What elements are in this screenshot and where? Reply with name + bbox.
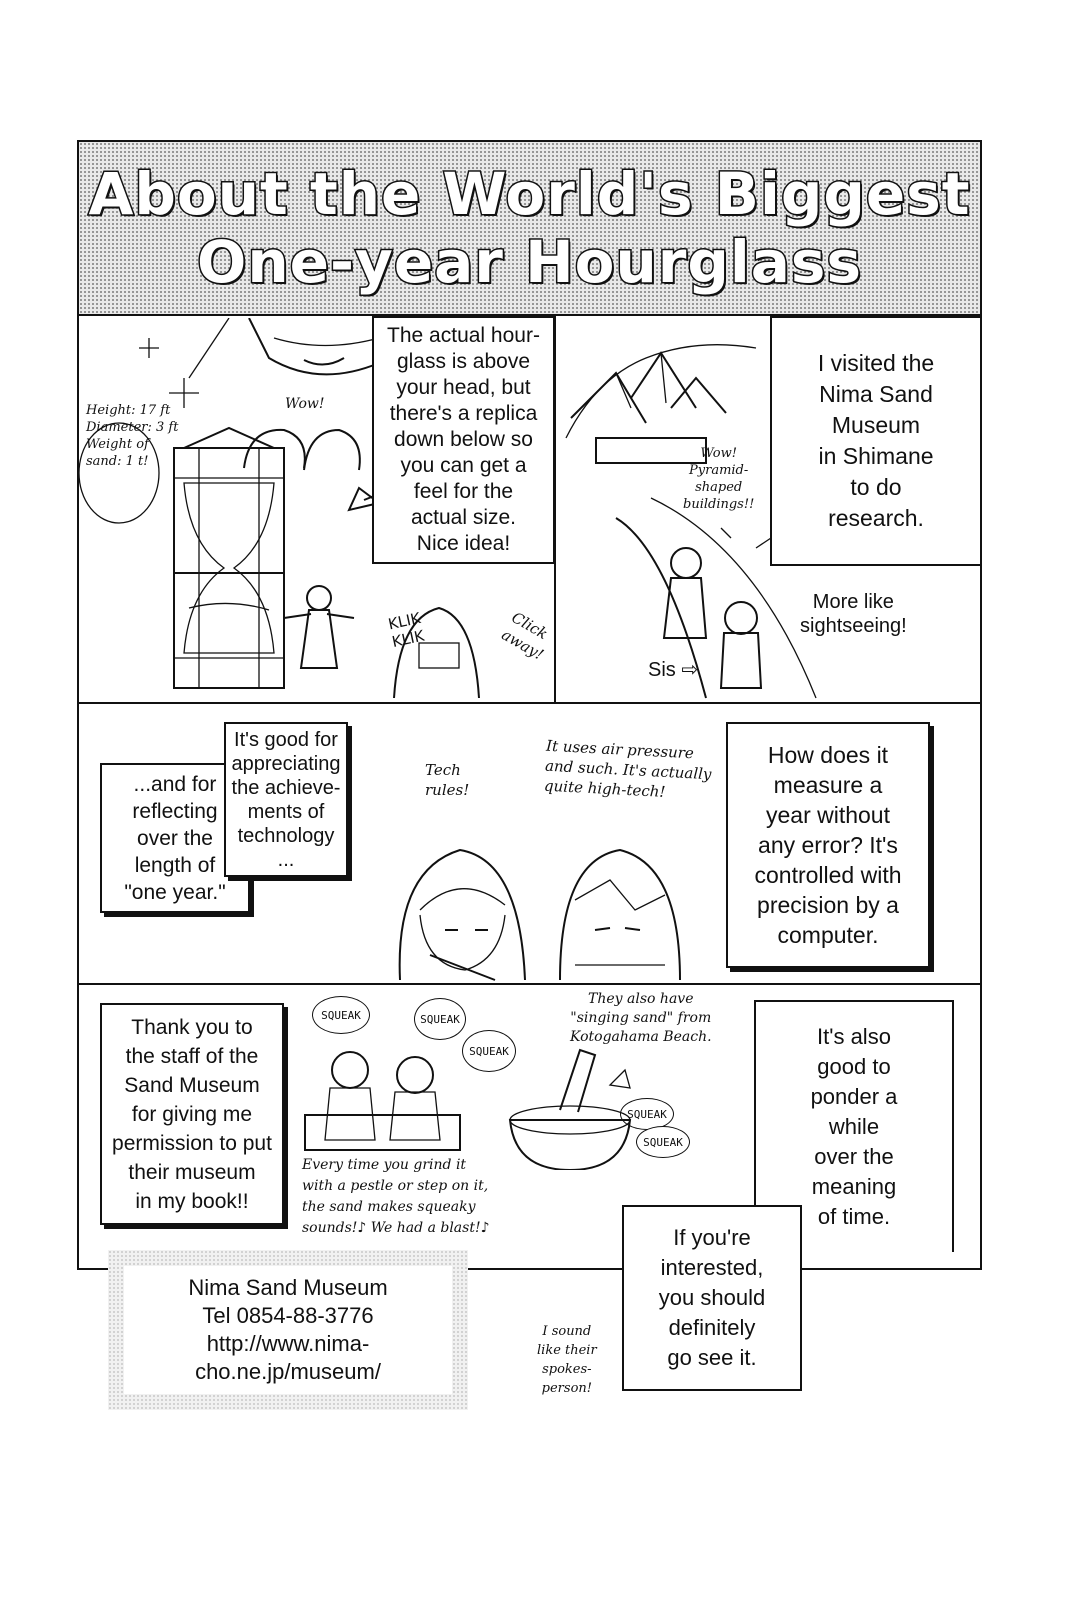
thanks-box [100, 1003, 284, 1225]
click-away-text: Click away! [498, 608, 551, 664]
singing-sand-art [290, 1040, 730, 1170]
title-line-2: One-year Hourglass [197, 228, 862, 296]
hourglass-specs: Height: 17 ft Diameter: 3 ft Weight of sand: 1 t! [86, 403, 179, 469]
air-pressure-text: It uses air pressure and such. It's actually quite high-tech! [543, 736, 712, 801]
panel2-caption-text: I visited the Nima Sand Museum in Shimane to do research. [817, 350, 935, 531]
tech-rules-text: Tech rules! [425, 761, 470, 799]
singing-sand-text: They also have "singing sand" from Kotogahama Beach. [570, 991, 712, 1045]
panel-divider-1 [77, 702, 982, 704]
interested-text: If you're interested, you should definitely go see it. [658, 1225, 766, 1370]
museum-name: Nima Sand Museum [188, 1275, 388, 1300]
contact-card [108, 1250, 468, 1410]
interested-box [622, 1205, 802, 1391]
spokesperson-text: I sound like their spokes- person! [537, 1324, 597, 1396]
squeak-text-5: SQUEAK [643, 1135, 683, 1149]
klik-sfx: KLIK KLIK [386, 609, 426, 651]
museum-url-line-1[interactable]: http://www.nima- [206, 1331, 370, 1356]
appreciating-box [224, 722, 348, 877]
squeak-bubble-2 [414, 998, 466, 1040]
panel2-caption [770, 316, 982, 566]
squeak-bubble-1 [312, 996, 370, 1034]
title-line-1: About the World's Biggest [88, 160, 971, 228]
panel1-caption [372, 316, 555, 564]
panel-divider-2 [77, 983, 982, 985]
how-does-it-measure-box [726, 722, 930, 968]
squeak-text-1: SQUEAK [321, 1008, 361, 1022]
thanks-text: Thank you to the staff of the Sand Museum for giving me permission to put their museum in my book!! [112, 1015, 272, 1213]
panel1-caption-text: The actual hour- glass is above your head, but there's a replica down below so you can get a feel for the actual size. Nice idea! [387, 324, 540, 555]
ponder-text: It's also good to ponder a while over the meaning of time. [810, 1024, 898, 1229]
grind-text: Every time you grind it with a pestle or step on it, the sand makes squeaky sounds!♪ We had a blast!♪ [302, 1157, 490, 1236]
squeak-text-3: SQUEAK [469, 1044, 509, 1058]
pyramid-exclaim: Wow! Pyramid- shaped buildings!! [683, 446, 755, 512]
museum-url-line-2[interactable]: cho.ne.jp/museum/ [195, 1359, 381, 1384]
museum-tel: Tel 0854-88-3776 [202, 1303, 374, 1328]
sis-label: Sis ⇨ [648, 659, 699, 681]
sightseeing-text: More like sightseeing! [800, 591, 907, 637]
characters-art [360, 790, 720, 982]
squeak-text-2: SQUEAK [420, 1012, 460, 1026]
appreciating-box-text: It's good for appreciating the achieve- ments of technology ... [231, 728, 341, 871]
contact-card-inner [124, 1266, 452, 1394]
reflecting-box-text: ...and for reflecting over the length of "one year." [124, 772, 226, 904]
how-does-it-measure-text: How does it measure a year without any error? It's controlled with precision by a computer. [754, 742, 902, 948]
wow-text: Wow! [285, 396, 325, 412]
squeak-text-4: SQUEAK [627, 1107, 667, 1121]
